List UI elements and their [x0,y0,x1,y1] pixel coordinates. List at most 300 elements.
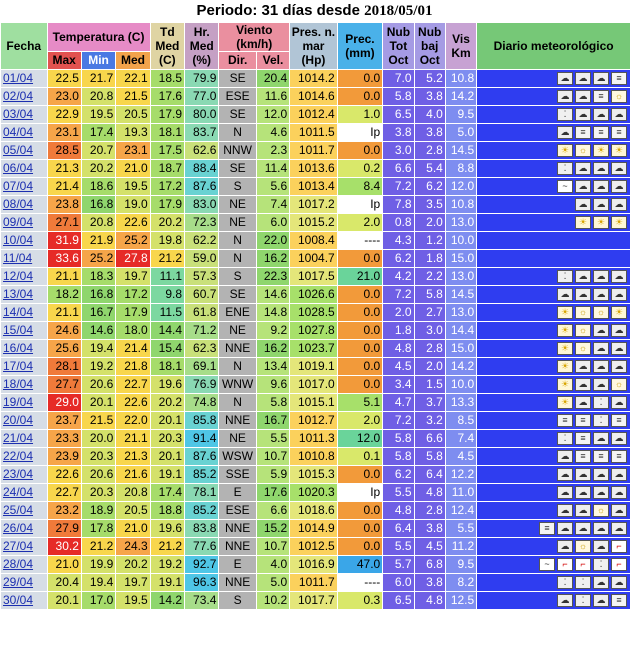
date-link[interactable]: 06/04 [3,161,34,175]
sunc-icon: ☼ [575,144,591,157]
date-link[interactable]: 23/04 [3,467,34,481]
date-cell [1,106,47,123]
visibility-cell: 14.4 [446,322,476,339]
temp-med-cell: 19.7 [116,268,149,285]
visibility-cell: 14.2 [446,358,476,375]
date-link[interactable]: 10/04 [3,233,34,247]
visibility-cell: 12.4 [446,502,476,519]
blank-icon [521,216,537,229]
cloud-low-cell: 6.6 [415,430,445,447]
blank-icon [521,396,537,409]
cloud-icon: ☁ [611,198,627,211]
dewpoint-cell: 20.1 [151,412,184,429]
blank-icon [539,324,555,337]
cloud-total-cell: 1.8 [383,322,413,339]
table-row [1,286,630,303]
pressure-cell: 1017.7 [290,592,337,609]
blank-icon [539,198,555,211]
blank-icon [521,558,537,571]
col-dir: Dir. [219,52,255,69]
humidity-cell: 77.0 [185,88,218,105]
visibility-cell: 12.5 [446,592,476,609]
dewpoint-cell: 19.8 [151,232,184,249]
cloud-total-cell: 6.0 [383,574,413,591]
rain-icon: ⁚ [593,396,609,409]
rain-icon: ⁚ [575,594,591,607]
table-row [1,538,630,555]
date-cell [1,124,47,141]
cloud-total-cell: 4.7 [383,394,413,411]
table-row [1,124,630,141]
temp-med-cell: 23.1 [116,142,149,159]
blank-icon [521,162,537,175]
blank-icon [539,270,555,283]
wind-dir-cell: NE [219,322,255,339]
blank-icon [539,144,555,157]
cloud-icon: ☁ [611,108,627,121]
blank-icon [521,234,537,247]
dewpoint-cell: 21.2 [151,538,184,555]
precip-cell: Ip [338,484,383,501]
temp-max-cell: 21.1 [48,268,81,285]
dewpoint-cell: 14.4 [151,322,184,339]
temp-min-cell: 21.9 [82,232,115,249]
sunc-icon: ☼ [611,378,627,391]
weather-diary-cell [477,286,630,303]
pressure-cell: 1004.7 [290,250,337,267]
date-link[interactable]: 03/04 [3,107,34,121]
humidity-cell: 57.3 [185,268,218,285]
visibility-cell: 9.5 [446,556,476,573]
table-row [1,142,630,159]
table-row [1,412,630,429]
table-row [1,502,630,519]
date-link[interactable]: 24/04 [3,485,34,499]
temp-max-cell: 24.6 [48,322,81,339]
pressure-cell: 1019.1 [290,358,337,375]
col-med: Med [116,52,149,69]
date-cell [1,358,47,375]
col-nubtot: Nub Tot Oct [383,23,413,69]
cloud-icon: ☁ [557,90,573,103]
cloud-icon: ☁ [593,270,609,283]
temp-min-cell: 19.9 [82,556,115,573]
weather-diary-cell [477,214,630,231]
sun-icon: ☀ [557,324,573,337]
temp-min-cell: 20.2 [82,160,115,177]
table-row [1,448,630,465]
weather-diary-cell [477,556,630,573]
visibility-cell: 8.2 [446,574,476,591]
temp-med-cell: 19.3 [116,124,149,141]
weather-diary-cell [477,394,630,411]
temp-min-cell: 20.7 [82,142,115,159]
cloud-low-cell: 3.2 [415,412,445,429]
weather-diary-cell [477,322,630,339]
col-min: Min [82,52,115,69]
date-link[interactable]: 25/04 [3,503,34,517]
cloud-total-cell: 7.2 [383,412,413,429]
cloud-icon: ☁ [593,198,609,211]
date-link[interactable]: 18/04 [3,377,34,391]
date-link[interactable]: 09/04 [3,215,34,229]
sun-icon: ☀ [557,144,573,157]
precip-cell: 0.0 [338,502,383,519]
date-cell [1,430,47,447]
cloud-icon: ☁ [611,288,627,301]
pressure-cell: 1014.6 [290,88,337,105]
table-row [1,430,630,447]
sun-icon: ☀ [557,360,573,373]
table-row [1,304,630,321]
cloud-icon: ☁ [611,180,627,193]
fog-icon: ≡ [575,432,591,445]
dewpoint-cell: 11.1 [151,268,184,285]
cloud-total-cell: 3.0 [383,142,413,159]
wind-dir-cell: E [219,484,255,501]
cloud-icon: ☁ [575,90,591,103]
precip-cell: 0.0 [338,286,383,303]
weather-diary-cell [477,232,630,249]
humidity-cell: 85.2 [185,466,218,483]
wind-vel-cell: 5.0 [257,574,289,591]
temp-min-cell: 19.2 [82,358,115,375]
cloud-icon: ☁ [593,108,609,121]
pressure-cell: 1017.2 [290,196,337,213]
table-row [1,232,630,249]
cloud-icon: ☁ [575,108,591,121]
blank-icon [521,522,537,535]
precip-cell: Ip [338,124,383,141]
humidity-cell: 72.3 [185,214,218,231]
date-link[interactable]: 19/04 [3,395,34,409]
date-link[interactable]: 07/04 [3,179,34,193]
temp-med-cell: 21.4 [116,340,149,357]
blank-icon [539,576,555,589]
date-cell [1,502,47,519]
humidity-cell: 83.8 [185,520,218,537]
date-link[interactable]: 30/04 [3,593,34,607]
col-pres: Pres. n. mar (Hp) [291,25,336,67]
date-link[interactable]: 17/04 [3,359,34,373]
blank-icon [521,126,537,139]
fog-icon: ≡ [611,72,627,85]
temp-max-cell: 21.0 [48,556,81,573]
wind-dir-cell: ESE [219,502,255,519]
humidity-cell: 85.8 [185,412,218,429]
cloud-icon: ☁ [575,522,591,535]
date-link[interactable]: 14/04 [3,305,34,319]
date-cell [1,88,47,105]
temp-min-cell: 19.4 [82,340,115,357]
blank-icon [557,252,573,265]
dewpoint-cell: 17.9 [151,106,184,123]
rain-icon: ⁚ [593,558,609,571]
humidity-cell: 77.6 [185,538,218,555]
blank-icon [557,198,573,211]
humidity-cell: 92.7 [185,556,218,573]
cloud-low-cell: 2.8 [415,502,445,519]
date-link[interactable]: 27/04 [3,539,34,553]
weather-diary-cell [477,574,630,591]
cloud-low-cell: 1.2 [415,232,445,249]
wind-dir-cell: SE [219,286,255,303]
pressure-cell: 1015.2 [290,214,337,231]
humidity-cell: 87.6 [185,448,218,465]
col-hr: Hr. Med (%) [185,23,218,69]
sunc-icon: ☼ [575,306,591,319]
dewpoint-cell: 18.1 [151,124,184,141]
wind-vel-cell: 16.2 [257,250,289,267]
temp-max-cell: 21.3 [48,160,81,177]
date-link[interactable]: 26/04 [3,521,34,535]
date-cell [1,448,47,465]
blank-icon [521,360,537,373]
cloud-icon: ☁ [593,432,609,445]
dewpoint-cell: 18.7 [151,160,184,177]
cloud-total-cell: 4.2 [383,268,413,285]
cloud-icon: ☁ [575,378,591,391]
blank-icon [521,414,537,427]
pressure-cell: 1017.0 [290,376,337,393]
cloud-low-cell: 1.5 [415,376,445,393]
temp-med-cell: 17.2 [116,286,149,303]
dewpoint-cell: 19.2 [151,556,184,573]
cloud-total-cell: 5.5 [383,538,413,555]
date-link[interactable]: 13/04 [3,287,34,301]
date-link[interactable]: 28/04 [3,557,34,571]
blank-icon [611,234,627,247]
visibility-cell: 11.0 [446,484,476,501]
dewpoint-cell: 18.8 [151,502,184,519]
date-link[interactable]: 08/04 [3,197,34,211]
date-link[interactable]: 20/04 [3,413,34,427]
temp-min-cell: 14.6 [82,322,115,339]
wind-dir-cell: SE [219,106,255,123]
cloud-low-cell: 3.8 [415,124,445,141]
temp-med-cell: 21.8 [116,358,149,375]
dewpoint-cell: 17.9 [151,196,184,213]
weather-diary-cell [477,538,630,555]
sun-icon: ☀ [611,306,627,319]
precip-cell: 8.4 [338,178,383,195]
cloud-total-cell: 7.2 [383,286,413,303]
cloud-icon: ☁ [611,504,627,517]
temp-min-cell: 16.8 [82,286,115,303]
temp-max-cell: 23.1 [48,124,81,141]
sunc-icon: ☼ [575,342,591,355]
cloud-low-cell: 5.8 [415,286,445,303]
wind-vel-cell: 9.6 [257,376,289,393]
date-link[interactable]: 16/04 [3,341,34,355]
humidity-cell: 61.8 [185,304,218,321]
date-link[interactable]: 22/04 [3,449,34,463]
date-cell [1,268,47,285]
date-cell [1,232,47,249]
temp-med-cell: 21.5 [116,88,149,105]
humidity-cell: 59.0 [185,250,218,267]
visibility-cell: 12.2 [446,466,476,483]
wind-dir-cell: S [219,592,255,609]
date-cell [1,178,47,195]
wind-vel-cell: 7.4 [257,196,289,213]
cloud-icon: ☁ [593,162,609,175]
fog-icon: ≡ [539,522,555,535]
visibility-cell: 10.8 [446,70,476,87]
temp-med-cell: 19.5 [116,178,149,195]
col-nubbaj: Nub baj Oct [415,23,445,69]
temp-min-cell: 21.7 [82,70,115,87]
temp-max-cell: 28.5 [48,142,81,159]
cloud-total-cell: 4.3 [383,232,413,249]
cloud-icon: ☁ [557,72,573,85]
precip-cell: 0.0 [338,520,383,537]
cloud-total-cell: 7.0 [383,70,413,87]
date-link[interactable]: 04/04 [3,125,34,139]
date-link[interactable]: 05/04 [3,143,34,157]
cloud-low-cell: 1.8 [415,250,445,267]
date-link[interactable]: 02/04 [3,89,34,103]
blank-icon [521,180,537,193]
cloud-low-cell: 3.8 [415,520,445,537]
precip-cell: 0.0 [338,358,383,375]
pressure-cell: 1011.3 [290,430,337,447]
cloud-icon: ☁ [593,378,609,391]
precip-cell: 0.0 [338,538,383,555]
table-row [1,196,630,213]
date-link[interactable]: 15/04 [3,323,34,337]
temp-med-cell: 22.1 [116,70,149,87]
weather-diary-cell [477,124,630,141]
temp-max-cell: 22.7 [48,484,81,501]
wind-dir-cell: ENE [219,304,255,321]
precip-cell: 5.1 [338,394,383,411]
cloud-low-cell: 3.8 [415,574,445,591]
cloud-icon: ☁ [593,522,609,535]
wind-dir-cell: NE [219,214,255,231]
cloud-icon: ☁ [611,342,627,355]
temp-max-cell: 22.9 [48,106,81,123]
sunc-icon: ☼ [575,540,591,553]
visibility-cell: 7.4 [446,430,476,447]
date-link[interactable]: 29/04 [3,575,34,589]
cloud-low-cell: 4.5 [415,538,445,555]
fog-icon: ≡ [611,450,627,463]
dewpoint-cell: 17.5 [151,142,184,159]
wind-dir-cell: NNE [219,538,255,555]
sunc-icon: ☼ [593,306,609,319]
dewpoint-cell: 21.2 [151,250,184,267]
visibility-cell: 15.0 [446,340,476,357]
title-prefix: Periodo: [196,2,258,19]
temp-med-cell: 20.8 [116,484,149,501]
blank-icon [521,504,537,517]
table-row [1,178,630,195]
cloud-low-cell: 3.7 [415,394,445,411]
dewpoint-cell: 20.2 [151,214,184,231]
table-row [1,520,630,537]
visibility-cell: 10.0 [446,376,476,393]
cloud-low-cell: 6.4 [415,466,445,483]
pressure-cell: 1018.6 [290,502,337,519]
col-diario: Diario meteorológico [477,23,630,69]
blank-icon [521,270,537,283]
weather-diary-cell [477,250,630,267]
date-link[interactable]: 11/04 [3,251,33,265]
fog-icon: ≡ [611,414,627,427]
wind-vel-cell: 9.2 [257,322,289,339]
temp-med-cell: 17.9 [116,304,149,321]
wind-dir-cell: NNE [219,574,255,591]
dewpoint-cell: 19.1 [151,466,184,483]
cloud-total-cell: 7.2 [383,178,413,195]
blank-icon [575,252,591,265]
pressure-cell: 1015.3 [290,466,337,483]
temp-max-cell: 27.7 [48,376,81,393]
temp-med-cell: 25.2 [116,232,149,249]
wind-vel-cell: 15.2 [257,520,289,537]
cloud-icon: ☁ [557,540,573,553]
blank-icon [539,342,555,355]
col-temperatura: Temperatura (C) [48,23,150,51]
wind-vel-cell: 11.6 [257,88,289,105]
cloud-icon: ☁ [611,432,627,445]
humidity-cell: 78.1 [185,484,218,501]
temp-max-cell: 23.7 [48,412,81,429]
col-td: Td Med (C) [151,23,184,69]
date-cell [1,70,47,87]
wind-dir-cell: ESE [219,88,255,105]
cloud-icon: ☁ [575,504,591,517]
pressure-cell: 1026.6 [290,286,337,303]
date-link[interactable]: 12/04 [3,269,34,283]
wind-vel-cell: 6.0 [257,214,289,231]
blank-icon [539,540,555,553]
blank-icon [539,432,555,445]
visibility-cell: 8.8 [446,160,476,177]
temp-med-cell: 22.6 [116,394,149,411]
wind-dir-cell: SSE [219,466,255,483]
temp-max-cell: 22.6 [48,466,81,483]
wind-vel-cell: 4.0 [257,556,289,573]
wind-vel-cell: 5.5 [257,430,289,447]
visibility-cell: 14.5 [446,286,476,303]
weather-diary-cell [477,520,630,537]
wind-dir-cell: N [219,232,255,249]
col-fecha: Fecha [1,23,47,69]
cloud-total-cell: 0.8 [383,214,413,231]
red-icon: ⌐ [557,558,573,571]
visibility-cell: 4.5 [446,448,476,465]
temp-med-cell: 19.5 [116,592,149,609]
date-cell [1,322,47,339]
dewpoint-cell: 19.6 [151,520,184,537]
sun-icon: ☀ [575,216,591,229]
dewpoint-cell: 19.6 [151,376,184,393]
cloud-icon: ☁ [611,360,627,373]
cloud-low-cell: 2.0 [415,358,445,375]
temp-max-cell: 23.9 [48,448,81,465]
precip-cell: 0.1 [338,448,383,465]
visibility-cell: 8.5 [446,412,476,429]
temp-min-cell: 20.1 [82,394,115,411]
cloud-icon: ☁ [557,504,573,517]
rain-icon: ⁚ [575,576,591,589]
table-row [1,466,630,483]
date-link[interactable]: 01/04 [3,71,34,85]
date-link[interactable]: 21/04 [3,431,34,445]
precip-cell: Ip [338,196,383,213]
